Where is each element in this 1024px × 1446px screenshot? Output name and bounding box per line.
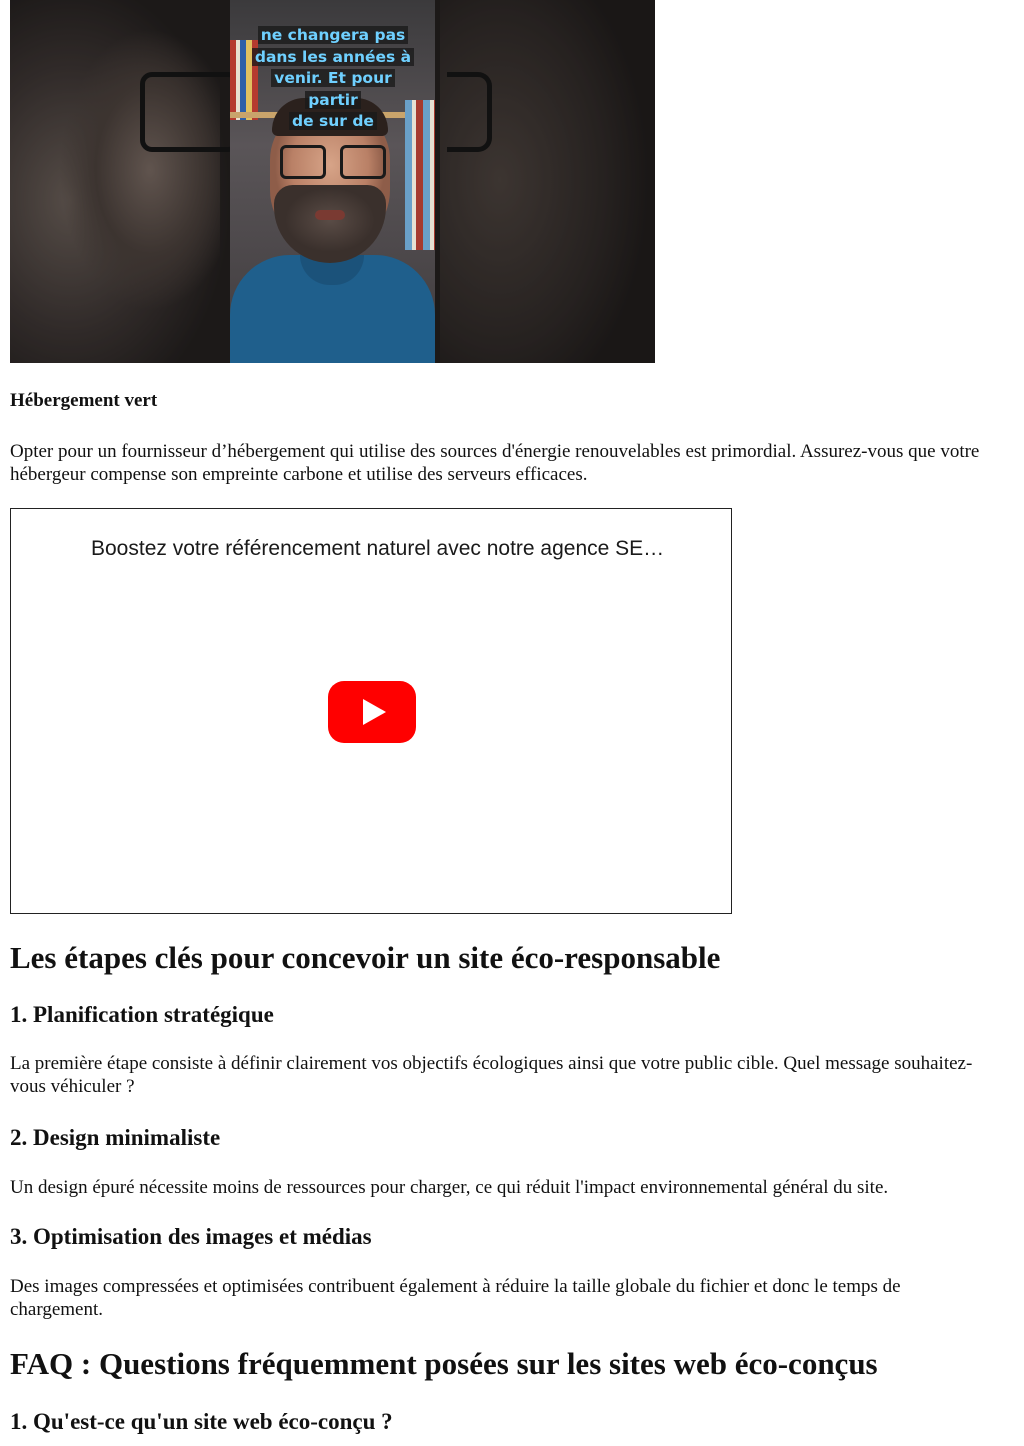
- video-frame: [230, 0, 435, 363]
- section-paragraph: Opter pour un fournisseur d’hébergement qui utilise des sources d'énergie renouvelables est primordial. Assurez-vous que votre hébergeur compense son empreinte carbone et utilise des serveurs efficaces.: [10, 441, 980, 485]
- step-title: 2. Design minimaliste: [10, 1125, 221, 1150]
- step-text: La première étape consiste à définir clairement vos objectifs écologiques ainsi que votre public cible. Quel message souhaitez-vous véhiculer ?: [10, 1053, 973, 1097]
- caption-line: de sur de: [289, 112, 377, 130]
- caption-line: dans les années à: [252, 48, 414, 66]
- caption-line: ne changera pas: [258, 26, 409, 44]
- youtube-play-icon[interactable]: [328, 681, 416, 743]
- video-title[interactable]: Boostez votre référencement naturel avec notre agence SE…: [91, 537, 665, 560]
- youtube-embed[interactable]: [10, 508, 732, 914]
- video-thumbnail[interactable]: [10, 0, 655, 363]
- caption-line: venir. Et pour partir: [271, 69, 395, 109]
- section-heading: Hébergement vert: [10, 390, 158, 411]
- step-text: Un design épuré nécessite moins de ressources pour charger, ce qui réduit l'impact environnemental général du site.: [10, 1177, 889, 1198]
- steps-heading: Les étapes clés pour concevoir un site éco-responsable: [10, 940, 721, 975]
- faq-heading: FAQ : Questions fréquemment posées sur les sites web éco-conçus: [10, 1346, 878, 1381]
- step-title: 1. Planification stratégique: [10, 1002, 274, 1027]
- step-title: 3. Optimisation des images et médias: [10, 1224, 372, 1249]
- step-text: Des images compressées et optimisées contribuent également à réduire la taille globale du fichier et donc le temps de chargement.: [10, 1276, 901, 1320]
- faq-question[interactable]: 1. Qu'est-ce qu'un site web éco-conçu ?: [10, 1409, 393, 1434]
- video-caption: [247, 25, 419, 133]
